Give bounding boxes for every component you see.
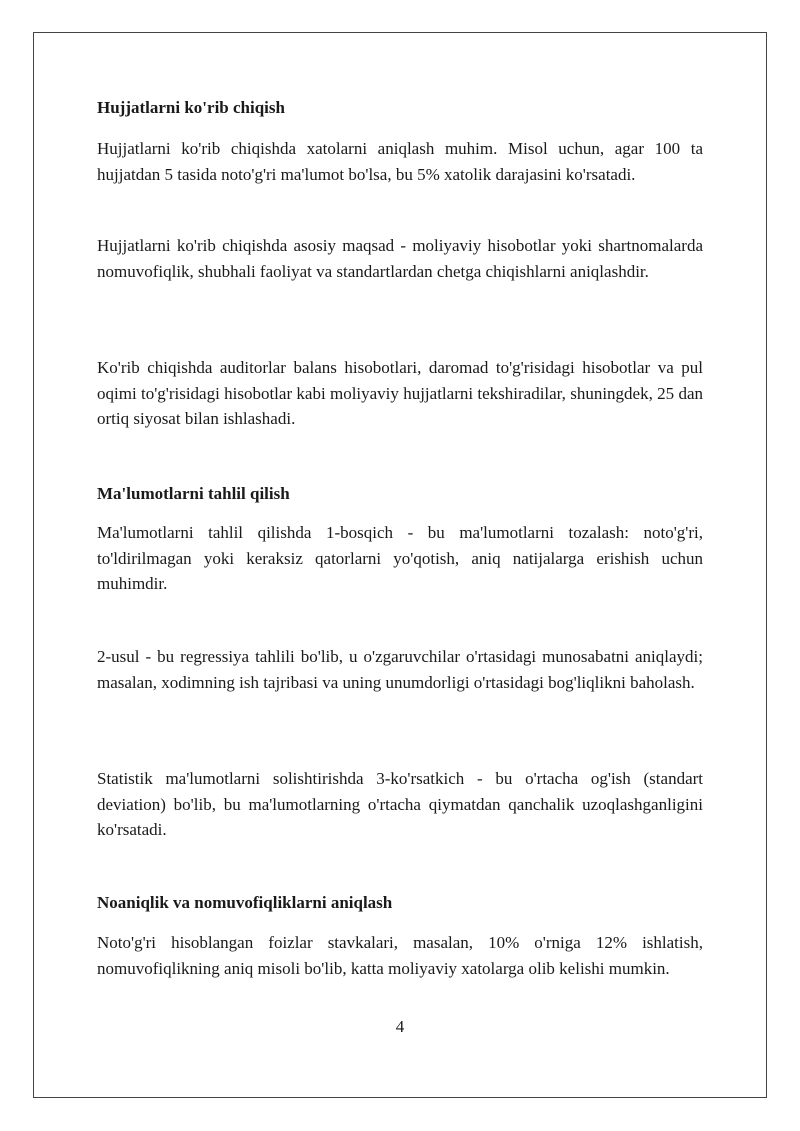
paragraph: Hujjatlarni ko'rib chiqishda xatolarni aniqlash muhim. Misol uchun, agar 100 ta hujjatdan 5 tasida noto'g'ri ma'lumot bo'lsa, bu 5% xatolik darajasini ko'rsatadi. — [97, 139, 703, 184]
section-heading: Hujjatlarni ko'rib chiqish — [97, 98, 285, 117]
section-heading: Noaniqlik va nomuvofiqliklarni aniqlash — [97, 893, 393, 912]
paragraph: Ko'rib chiqishda auditorlar balans hisobotlari, daromad to'g'risidagi hisobotlar va pul oqimi to'g'risidagi hisobotlar kabi moliyaviy hujjatlarni tekshiradilar, shuningdek, 25 dan ortiq siyosat bilan ishlashadi. — [97, 358, 703, 428]
paragraph: Statistik ma'lumotlarni solishtirishda 3-ko'rsatkich - bu o'rtacha og'ish (standart deviation) bo'lib, bu ma'lumotlarning o'rtacha qiymatdan qanchalik uzoqlashganligini ko'rsatadi. — [97, 769, 703, 839]
page-number: 4 — [395, 1017, 405, 1036]
paragraph: Hujjatlarni ko'rib chiqishda asosiy maqsad - moliyaviy hisobotlar yoki shartnomalarda nomuvofiqlik, shubhali faoliyat va standartlardan chetga chiqishlarni aniqlashdir. — [97, 236, 703, 281]
section-heading: Ma'lumotlarni tahlil qilish — [97, 484, 290, 503]
paragraph: 2-usul - bu regressiya tahlili bo'lib, u o'zgaruvchilar o'rtasidagi munosabatni aniqlaydi; masalan, xodimning ish tajribasi va uning unumdorligi o'rtasidagi bog'liqlikni baholash. — [97, 647, 703, 692]
paragraph: Ma'lumotlarni tahlil qilishda 1-bosqich - bu ma'lumotlarni tozalash: noto'g'ri, to'ldirilmagan yoki keraksiz qatorlarni yo'qotish, aniq natijalarga erishish uchun muhimdir. — [97, 523, 703, 593]
paragraph: Noto'g'ri hisoblangan foizlar stavkalari, masalan, 10% o'rniga 12% ishlatish, nomuvofiqlikning aniq misoli bo'lib, katta moliyaviy xatolarga olib kelishi mumkin. — [97, 933, 703, 978]
